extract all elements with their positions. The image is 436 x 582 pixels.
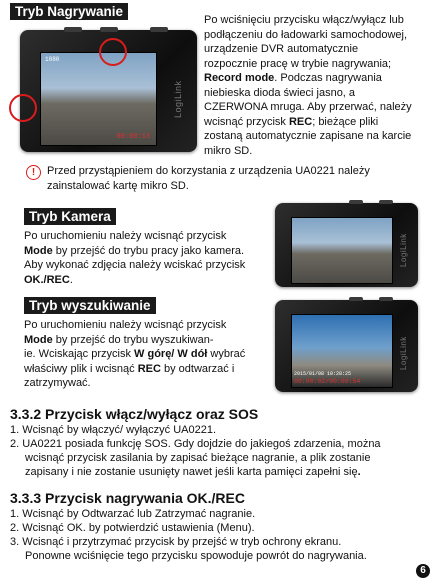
rec-indicator-highlight (9, 94, 37, 122)
section-title-record: Tryb Nagrywanie (10, 3, 128, 20)
list-item: 1. Wcisnąć by włączyć/ wyłączyć UA0221. (10, 424, 217, 436)
warning-icon: ! (26, 165, 41, 180)
list-item: 2. UA0221 posiada funkcję SOS. Gdy dojdzie do jakiegoś zdarzenia, można (10, 438, 381, 450)
page-number: 6 (416, 564, 430, 578)
record-timer: 00:00:13 (116, 133, 150, 141)
heading-3-3-3: 3.3.3 Przycisk nagrywania OK./REC (10, 490, 245, 506)
list-item-cont: zapisany i nie zostanie usunięty nawet jeśli karta pamięci zapełni się. (25, 466, 361, 478)
dashcam-search-image: 2015/01/08 10:28:25 00:00:02/00:00:54 LogiLink (275, 300, 418, 392)
record-dot-highlight (99, 38, 127, 66)
dashcam-camera-image: LogiLink (275, 203, 418, 287)
record-text: Po wciśnięciu przycisku włącz/wyłącz lub podłączeniu do ładowarki samochodowej, urządzenie DVR automatycznie rozpocznie pracę w trybie nagrywania; Record mode. Podczas nagrywania niebieska dioda świeci jasno, a CZERWONA mruga. Aby przerwać, należy wcisnąć przycisk REC; bieżące pliki zostaną automatycznie zapisane na karcie mikro SD. (204, 14, 412, 157)
dashcam-record-image: 1080 00:00:13 LogiLink (20, 30, 197, 152)
camera-text: Po uruchomieniu należy wcisnąć przycisk Mode by przejść do trybu pracy jako kamera. Aby wykonać zdjęcia należy wciskać przycisk OK./REC. (24, 230, 246, 286)
list-item-cont: Ponowne wciśnięcie tego przycisku spowoduje powrót do nagrywania. (25, 550, 367, 562)
section-title-camera: Tryb Kamera (24, 208, 116, 225)
list-item: 2. Wcisnąć OK. by potwierdzić ustawienia (Menu). (10, 522, 255, 534)
playback-timer: 00:00:02/00:00:54 (294, 378, 361, 385)
sd-card-note: Przed przystąpieniem do korzystania z urządzenia UA0221 należy zainstalować kartę mikro SD. (47, 165, 370, 192)
list-item: 1. Wcisnąć by Odtwarzać lub Zatrzymać nagranie. (10, 508, 256, 520)
search-text: Po uruchomieniu należy wcisnąć przycisk Mode by przejść do trybu wyszukiwan- ie. Wciskając przycisk W górę/ W dół wybrać właściwy plik i wcisnąć REC by odtwarzać i zatrzymywać. (24, 319, 246, 389)
logilink-logo: LogiLink (173, 80, 183, 118)
list-item-cont: wcisnąć przycisk zasilania by zapisać bieżące nagranie, a plik zostanie (25, 452, 371, 464)
section-title-search: Tryb wyszukiwanie (24, 297, 156, 314)
heading-3-3-2: 3.3.2 Przycisk włącz/wyłącz oraz SOS (10, 406, 259, 422)
list-item: 3. Wcisnąć i przytrzymać przycisk by przejść w tryb ochrony ekranu. (10, 536, 342, 548)
